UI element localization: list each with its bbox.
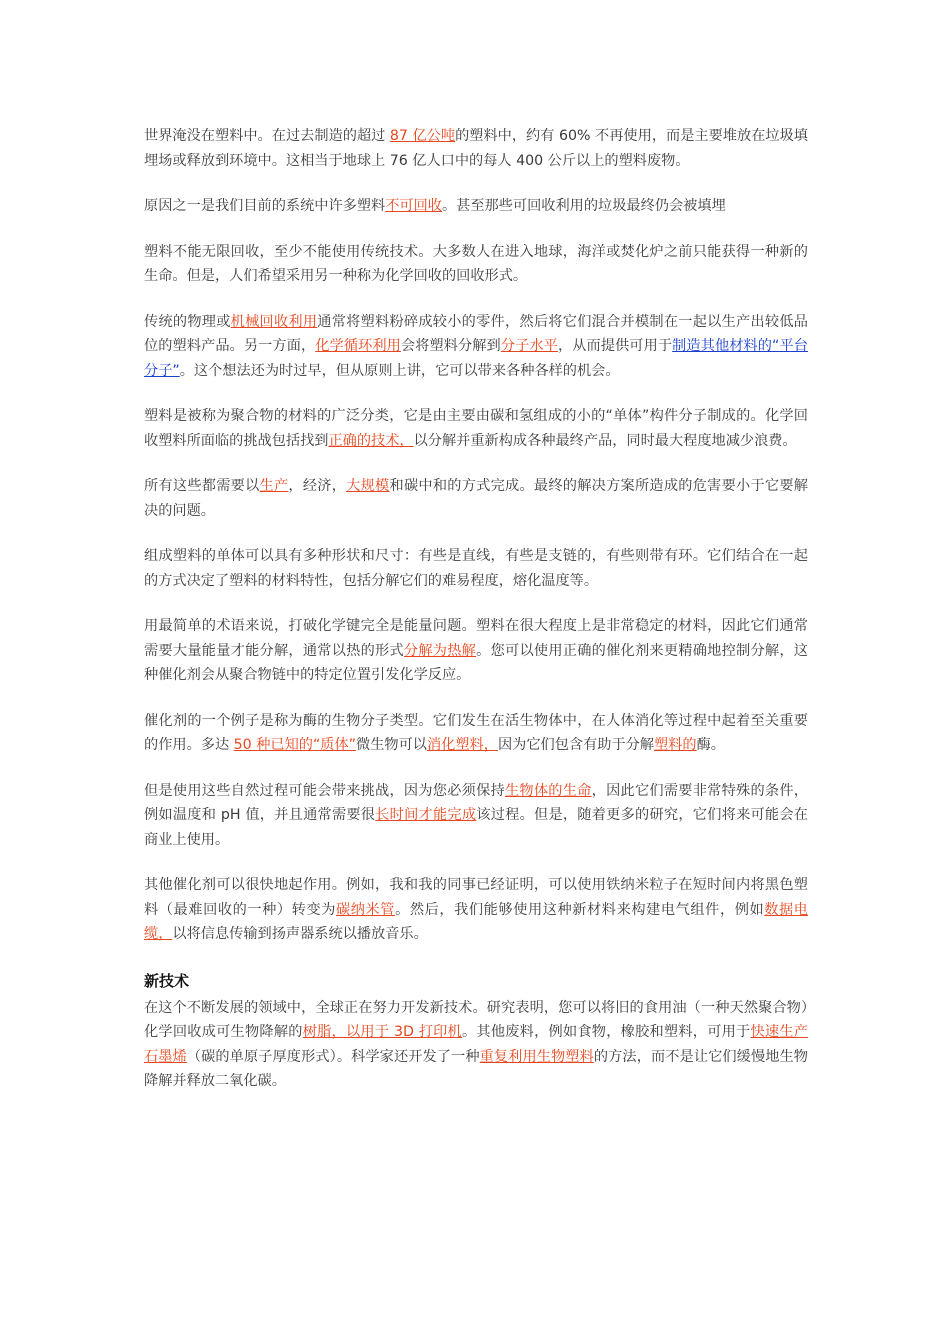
link-large-scale[interactable]: 大规模 — [346, 478, 390, 494]
link-long-time[interactable]: 长时间才能完成 — [375, 807, 477, 823]
article-paragraph — [144, 310, 808, 384]
link-pyrolysis[interactable]: 分解为热解 — [403, 642, 477, 659]
link-plastic-enzymes[interactable]: 塑料的 — [654, 737, 697, 753]
text-run: 催化剂的一个例子是称为酶的生物分子类型。它们发生在活生物体中，在人体消化等过程中起着至关重要的作用。多达 — [144, 712, 808, 753]
text-run: 以将信息传输到扬声器系统以播放音乐。 — [172, 926, 428, 942]
text-run: 塑料是被称为聚合物的材料的广泛分类，它是由主要由碳和氢组成的小的“单体”构件分子制成的。化学回收塑料所面临的挑战包括找到 — [144, 408, 808, 449]
text-run: 。甚至那些可回收利用的垃圾最终仍会被填埋 — [441, 198, 726, 214]
article-paragraph — [144, 194, 808, 219]
text-run: ，经济， — [288, 478, 347, 494]
link-molecular-level[interactable]: 分子水平 — [500, 338, 558, 354]
link-87-billion-tonnes[interactable]: 87 亿公吨 — [389, 128, 456, 144]
text-run: ，从而提供可用于 — [557, 338, 673, 354]
text-run: 但是使用这些自然过程可能会带来挑战，因为您必须保持 — [144, 782, 505, 799]
article-paragraph — [144, 240, 808, 289]
article-paragraph — [144, 124, 808, 173]
link-chemical-recycling[interactable]: 化学循环利用 — [315, 338, 401, 354]
article-paragraphs — [144, 124, 808, 947]
text-run: 塑料不能无限回收，至少不能使用传统技术。大多数人在进入地球，海洋或焚化炉之前只能获得一种新的生命。但是，人们希望采用另一种称为化学回收的回收形式。 — [144, 243, 808, 284]
text-run: 原因之一是我们目前的系统中许多塑料 — [144, 198, 386, 214]
section-heading: 新技术 — [144, 971, 190, 990]
text-run: 的塑料中，约有 60% 不再使用，而是主要堆放在垃圾填埋场或释放到环境中。这相当于地球上 76 亿人口中的每人 400 公斤以上的塑料废物。 — [144, 128, 808, 169]
article-paragraph — [144, 474, 808, 523]
text-run: 。这个想法还为时过早，但从原则上讲，它可以带来各种各样的机会。 — [179, 362, 620, 379]
text-run: 其他催化剂可以很快地起作用。例如，我和我的同事已经证明，可以使用铁纳米粒子在短时间内将黑色塑料（最难回收的一种）转变为 — [144, 877, 808, 918]
text-run: 。其他废料，例如食物，橡胶和塑料，可用于 — [461, 1024, 751, 1040]
text-run: 在这个不断发展的领域中，全球正在努力开发新技术。研究表明，您可以将旧的食用油（一种天然聚合物）化学回收成可生物降解的 — [144, 999, 808, 1040]
link-keep-organisms-alive[interactable]: 生物体的生命 — [504, 782, 592, 799]
text-run: 通常将塑料粉碎成较小的零件，然后将它们混合并模制在一起以生产出较低品位的塑料产品。另一方面， — [144, 313, 808, 354]
link-mechanical-recycling[interactable]: 机械回收利用 — [230, 313, 318, 330]
section-paragraph — [144, 996, 808, 1094]
link-not-recyclable[interactable]: 不可回收 — [385, 198, 442, 214]
text-run: 。您可以使用正确的催化剂来更精确地控制分解，这种催化剂会从聚合物链中的特定位置引发化学反应。 — [144, 642, 808, 683]
article-paragraph — [144, 779, 808, 853]
link-resin-3d-printers[interactable]: 树脂，以用于 3D 打印机 — [302, 1024, 462, 1040]
text-run: 会将塑料分解到 — [400, 338, 501, 354]
text-run: 该过程。但是，随着更多的研究，它们将来可能会在商业上使用。 — [144, 807, 808, 848]
text-run: 微生物可以 — [356, 737, 427, 753]
text-run: 用最简单的术语来说，打破化学键完全是能量问题。塑料在很大程度上是非常稳定的材料，因此它们通常需要大量能量才能分解，通常以热的形式 — [144, 618, 808, 659]
link-50-known-plastisphere[interactable]: 50 种已知的“质体” — [233, 737, 357, 753]
article-paragraph — [144, 614, 808, 688]
text-run: 的方法，而不是让它们缓慢地生物降解并释放二氧化碳。 — [144, 1048, 808, 1089]
article-paragraph — [144, 544, 808, 593]
link-right-technology[interactable]: 正确的技术， — [328, 432, 414, 449]
text-run: 因为它们包含有助于分解 — [497, 737, 655, 753]
text-run: 。然后，我们能够使用这种新材料来构建电气组件，例如 — [395, 901, 765, 918]
text-run: 组成塑料的单体可以具有多种形状和尺寸：有些是直线，有些是支链的，有些则带有环。它们结合在一起的方式决定了塑料的材料特性，包括分解它们的难易程度，熔化温度等。 — [144, 548, 808, 589]
link-data-cables[interactable]: 数据电缆， — [144, 901, 808, 942]
link-reuse-bioplastics[interactable]: 重复利用生物塑料 — [479, 1048, 594, 1065]
article-body — [144, 124, 808, 1115]
text-run: 以分解并重新构成各种最终产品，同时最大程度地减少浪费。 — [413, 432, 797, 449]
link-production[interactable]: 生产 — [259, 478, 289, 494]
article-paragraph — [144, 709, 808, 758]
text-run: 酶。 — [696, 737, 725, 753]
link-digest-plastic[interactable]: 消化塑料， — [426, 737, 498, 753]
text-run: 和碳中和的方式完成。最终的解决方案所造成的危害要小于它要解决的问题。 — [144, 478, 808, 519]
text-run: 传统的物理或 — [144, 313, 231, 330]
link-graphene[interactable]: 快速生产石墨烯 — [144, 1024, 808, 1065]
text-run: ，因此它们需要非常特殊的条件，例如温度和 pH 值，并且通常需要很 — [144, 782, 808, 823]
article-paragraph — [144, 873, 808, 947]
text-run: （碳的单原子厚度形式）。科学家还开发了一种 — [186, 1048, 480, 1065]
text-run: 所有这些都需要以 — [144, 478, 260, 494]
article-paragraph — [144, 404, 808, 453]
text-run: 世界淹没在塑料中。在过去制造的超过 — [144, 128, 390, 144]
link-platform-molecules[interactable]: 制造其他材料的“平台分子” — [144, 338, 808, 379]
link-carbon-nanotubes[interactable]: 碳纳米管 — [335, 901, 396, 918]
